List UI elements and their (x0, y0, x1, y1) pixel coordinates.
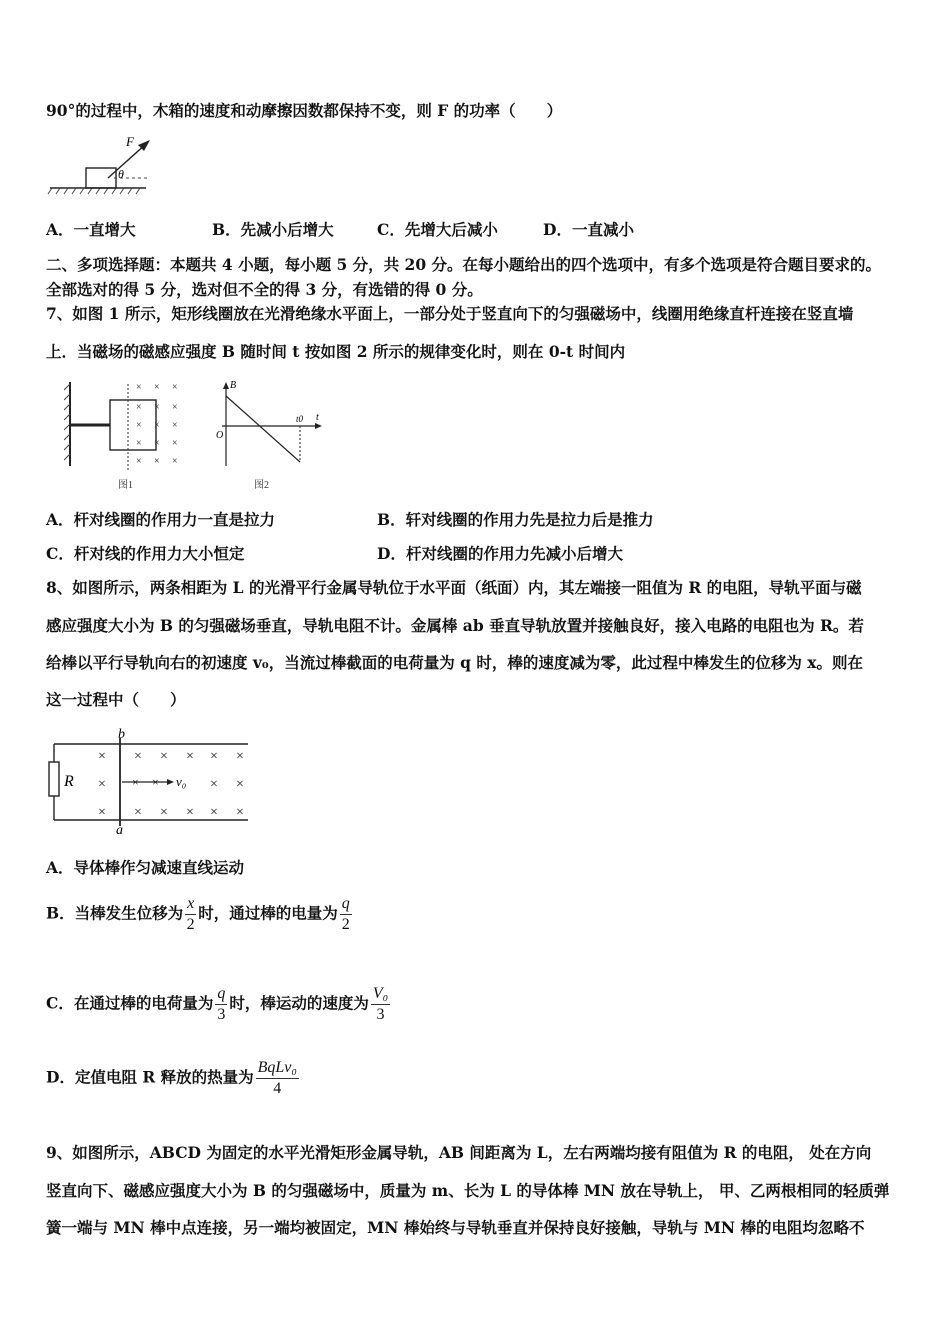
svg-text:×: × (154, 456, 160, 467)
svg-text:×: × (210, 749, 218, 764)
svg-text:×: × (134, 749, 142, 764)
q8-stem-line3: 给棒以平行导轨向右的初速度 v₀，当流过棒截面的电荷量为 q 时，棒的速度减为零，此过程中棒发生的位移为 x。则在 (46, 653, 863, 672)
svg-text:×: × (172, 382, 178, 393)
q6-figure (46, 134, 156, 200)
q8-figure (48, 726, 254, 834)
svg-text:×: × (236, 777, 244, 792)
svg-text:×: × (236, 805, 244, 820)
force-label: F (126, 134, 134, 149)
resistor (49, 762, 59, 796)
fraction-x-over-2: $\frac{x}{2}$ (186, 895, 195, 933)
q8-stem-line2: 感应强度大小为 B 的匀强磁场垂直，导轨电阻不计。金属棒 ab 垂直导轨放置并接触良好，接入电路的电阻也为 R。若 (46, 616, 864, 635)
axis-b-label: B (230, 380, 237, 391)
svg-text:×: × (136, 438, 142, 449)
svg-text:×: × (136, 420, 142, 431)
fig1-caption: 图1 (118, 480, 133, 491)
fraction-q-over-3: $\frac{q}{3}$ (217, 985, 226, 1023)
q7-option-a: A．杆对线圈的作用力一直是拉力 (46, 510, 276, 529)
coil (110, 400, 156, 450)
q6-option-d: D．一直减小 (543, 220, 634, 239)
svg-text:×: × (98, 777, 106, 792)
svg-text:×: × (172, 438, 178, 449)
label-a: a (116, 823, 123, 834)
svg-text:×: × (132, 775, 139, 789)
q7-option-d: D．杆对线圈的作用力先减小后增大 (377, 544, 623, 563)
svg-text:×: × (186, 805, 194, 820)
svg-text:×: × (210, 777, 218, 792)
svg-text:×: × (160, 749, 168, 764)
svg-text:×: × (172, 402, 178, 413)
svg-text:×: × (186, 749, 194, 764)
q8-stem-line4: 这一过程中（ ） (46, 690, 186, 709)
svg-text:×: × (154, 438, 160, 449)
svg-text:×: × (172, 456, 178, 467)
svg-text:×: × (210, 805, 218, 820)
q7-option-c: C．杆对线的作用力大小恒定 (46, 544, 245, 563)
q7-stem-line1: 7、如图 1 所示，矩形线圈放在光滑绝缘水平面上，一部分处于竖直向下的匀强磁场中，线圈用绝缘直杆连接在竖直墙 (46, 304, 854, 323)
q8-option-d: D．定值电阻 R 释放的热量为 $\frac{\text{BqLv₀}}{4}$ (46, 1059, 297, 1097)
q9-stem-line1: 9、如图所示，ABCD 为固定的水平光滑矩形金属导轨，AB 间距离为 L，左右两端均接有阻值为 R 的电阻， 处在方向 (46, 1143, 872, 1162)
fraction-v0-over-3: $\frac{\text{V₀}}{3}$ (372, 985, 389, 1023)
svg-text:×: × (154, 382, 160, 393)
t0-label: t0 (296, 414, 304, 424)
svg-text:×: × (136, 456, 142, 467)
label-v0: v₀ (176, 774, 187, 789)
q7-figure2 (212, 380, 332, 492)
q7-option-b: B．轩对线圈的作用力先是拉力后是推力 (377, 510, 654, 529)
label-b: b (118, 727, 125, 742)
svg-text:×: × (134, 805, 142, 820)
svg-text:×: × (172, 420, 178, 431)
svg-text:×: × (152, 775, 159, 789)
section2-scoring: 全部选对的得 5 分，选对但不全的得 3 分，有选错的得 0 分。 (46, 280, 483, 299)
q7-figure1 (64, 380, 194, 492)
q6-stem: 90°的过程中，木箱的速度和动摩擦因数都保持不变，则 F 的功率（ ） (46, 101, 563, 120)
svg-text:×: × (136, 402, 142, 413)
svg-text:×: × (160, 805, 168, 820)
fraction-bqlv0-over-4: $\frac{\text{BqLv₀}}{4}$ (257, 1059, 297, 1097)
label-r: R (64, 773, 74, 790)
q8-option-c: C．在通过棒的电荷量为 $\frac{q}{3}$ 时，棒运动的速度为 $\frac{\text{V₀}}{3}$ (46, 985, 389, 1023)
angle-label: θ (118, 167, 124, 181)
q6-option-a: A．一直增大 (46, 220, 136, 239)
q6-option-b: B．先减小后增大 (212, 220, 334, 239)
section2-heading: 二、多项选择题：本题共 4 小题，每小题 5 分，共 20 分。在每小题给出的四个选项中，有多个选项是符合题目要求的。 (46, 255, 882, 274)
svg-text:×: × (236, 749, 244, 764)
q6-option-c: C．先增大后减小 (377, 220, 498, 239)
wooden-box (86, 168, 116, 188)
svg-text:×: × (98, 749, 106, 764)
origin-label: O (216, 430, 224, 441)
fig2-caption: 图2 (254, 480, 269, 491)
svg-text:×: × (154, 420, 160, 431)
q7-stem-line2: 上．当磁场的磁感应强度 B 随时间 t 按如图 2 所示的规律变化时，则在 0-t 时间内 (46, 342, 626, 361)
q9-stem-line2: 竖直向下、磁感应强度大小为 B 的匀强磁场中，质量为 m、长为 L 的导体棒 MN 放在导轨上， 甲、乙两根相同的轻质弹 (46, 1181, 890, 1200)
axis-t-label: t (316, 412, 319, 423)
q8-option-b: B．当棒发生位移为 $\frac{x}{2}$ 时，通过棒的电量为 $\frac{q}{2}$ (46, 895, 350, 933)
fraction-q-over-2: $\frac{q}{2}$ (341, 895, 350, 933)
svg-text:×: × (98, 805, 106, 820)
q9-stem-line3: 簧一端与 MN 棒中点连接，另一端均被固定，MN 棒始终与导轨垂直并保持良好接触，导轨与 MN 棒的电阻均忽略不 (46, 1218, 865, 1237)
q8-option-a: A．导体棒作匀减速直线运动 (46, 858, 245, 877)
svg-text:×: × (154, 402, 160, 413)
svg-text:×: × (136, 382, 142, 393)
q8-stem-line1: 8、如图所示，两条相距为 L 的光滑平行金属导轨位于水平面（纸面）内，其左端接一阻值为 R 的电阻，导轨平面与磁 (46, 578, 862, 597)
